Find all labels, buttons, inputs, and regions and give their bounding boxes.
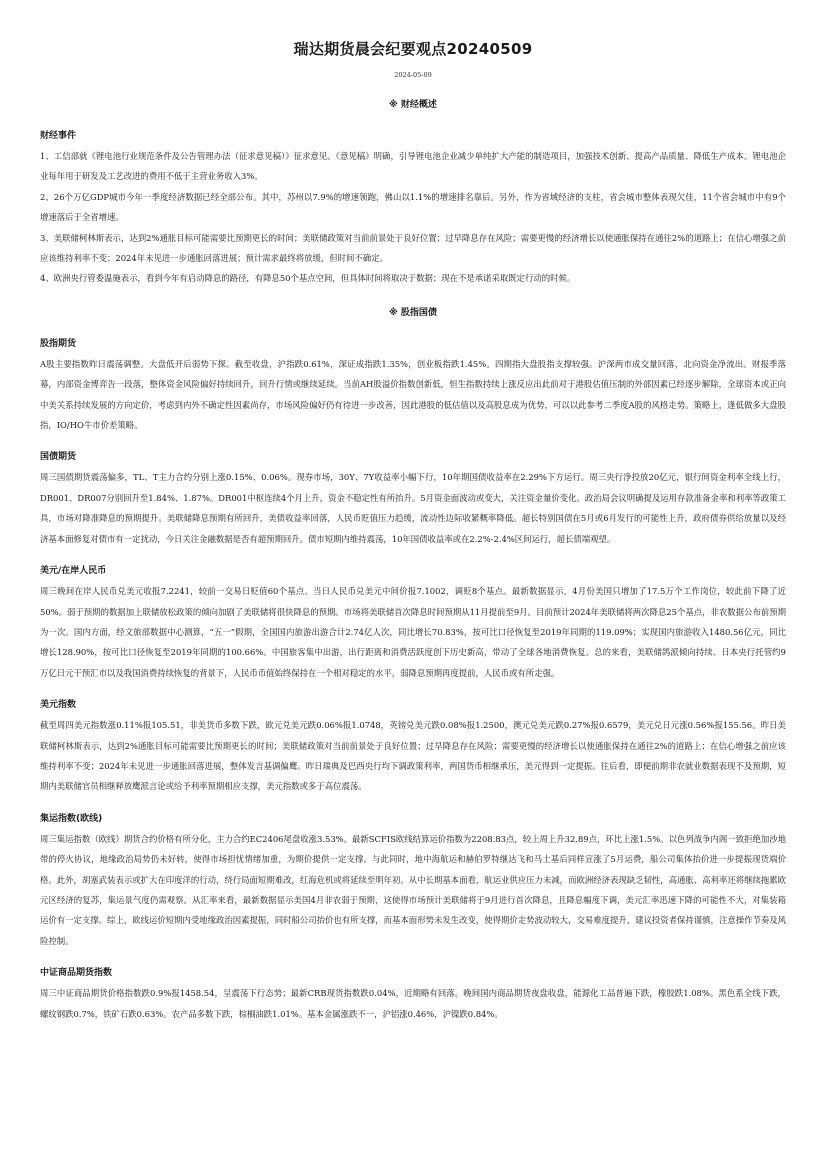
finance-event-item: 2、26个万亿GDP城市今年一季度经济数据已经全部公布。其中，苏州以7.9%的增速领跑，佛山以1.1%的增速排名靠后。另外，作为省域经济的支柱，省会城市整体表现欠佳，11个省会城市中有9个增速落后于全省增速。: [40, 191, 786, 223]
usd-index-text: 截至周四美元指数涨0.11%报105.51，非美货币多数下跌，欧元兑美元跌0.06%报1.0748，英镑兑美元跌0.08%报1.2500，澳元兑美元跌0.27%报0.6579，美元兑日元涨0.56%报155.56。昨日美联储柯林斯表示，达到2%通胀目标可能需要比预期更长的时间；美联储政策对当前前景处于良好位置；过早降息存在风险；需要更慢的经济增长以使通胀保持在通往2%的道路上；在信心增强之前应该维持利率不变；2024年未见进一步通胀回落进展，整体发言基调偏鹰。昨日瑞典及巴西央行均下调政策利率，两国货币相继承压，美元得到一定提振。往后看，即便前期非农就业数据表现不及预期，短期内美联储官员相继释放鹰派言论或给予利率预期相应支撑，美元指数或多于高位震荡。: [40, 720, 786, 792]
stock-index-heading: 股指期货: [40, 338, 77, 349]
treasury-heading: 国债期货: [40, 452, 77, 463]
section-finance-overview: ※ 财经概述: [389, 100, 437, 110]
usd-index-heading: 美元指数: [40, 700, 77, 711]
container-freight-text: 周三集运指数（欧线）期货合约价格有所分化，主力合约EC2406尾盘收涨3.53%。最新SCFIS欧线结算运价指数为2208.83点，较上周上升32.89点，环比上涨1.5%。以色列战争内阁一致拒绝加沙地带的停火协议，地缘政治局势仍未好转，使得市场担忧情绪加重，为期价提供一定支撑。与此同时，地中海航运和赫伯罗特继达飞和马士基后同样宣涨了5月运费，船公司集体抬价进一步提振现货端价格。此外，胡塞武装表示或扩大在印度洋的行动，绕行局面短期难改，红海危机或将延续至明年初。从中长期基本面看，航运业供应压力未减，而欧洲经济表现缺乏韧性，高通胀、高利率还将继续拖累欧元区经济的复苏，集运景气度仍需观察。从汇率来看，最新数据显示美国4月非农弱于预期，这使得市场预计美联储将于9月进行首次降息，且降息幅度下调，美元汇率迅速下降的可能性不大，对集装箱运价有一定支撑。综上，欧线运价短期内受地缘政治因素提振，同时船公司抬价也有所支撑，而基本面形势未发生改变，使得期价走势波动较大，交易难度提升，建议投资者保持谨慎，注意操作节奏及风险控制。: [40, 833, 786, 946]
finance-event-item: 4、欧洲央行管委温施表示，看到今年有启动降息的路径，有降息50个基点空间，但具体时间将取决于数据；现在不是承诺采取既定行动的时候。: [40, 273, 576, 284]
section-stock-bond: ※ 股指国债: [389, 307, 437, 318]
container-freight-heading: 集运指数(欧线): [40, 813, 103, 824]
usd-cny-text: 周三晚间在岸人民币兑美元收报7.2241，较前一交易日贬值60个基点。当日人民币兑美元中间价报7.1002，调贬8个基点。最新数据显示，4月份美国只增加了17.5万个工作岗位，较此前下降了近50%。弱于预期的数据加上联储放松政策的倾向加剧了美联储将很快降息的预期。市场将美联储首次降息时间预期从11月提前至9月。目前预计2024年美联储将两次降息25个基点，非农数据公布前预期为一次。国内方面，经文旅部数据中心测算，“五一”假期，全国国内旅游出游合计2.74亿人次，同比增长70.83%，按可比口径恢复至2019年同期的119.09%；实现国内旅游收入1480.56亿元，同比增长128.90%，按可比口径恢复至2019年同期的100.66%。中国旅客集中出游，出行距离和消费活跃度创下历史新高，带动了全球各地消费恢复。总的来看，美联储鸽派倾向持续、日本央行托管约9万亿日元干预汇市以及我国消费持续恢复的背景下，人民币币值始终保持在一个相对稳定的水平，弱降息预期再度提前，人民币或有所走强。: [40, 586, 786, 678]
finance-events-heading: 财经事件: [40, 131, 77, 141]
report-date: 2024-05-09: [394, 71, 432, 79]
finance-event-item: 1、工信部就《锂电池行业规范条件及公告管理办法（征求意见稿）》征求意见。《意见稿》明确，引导锂电池企业减少单纯扩大产能的制造项目，加强技术创新、提高产品质量、降低生产成本。锂电池企业每年用于研发及工艺改进的费用不低于主营业务收入3%。: [40, 151, 786, 182]
commodity-index-heading: 中证商品期货指数: [40, 968, 113, 979]
treasury-text: 周三国债期货震荡偏多，TL、T主力合约分别上涨0.15%、0.06%。现券市场，30Y、7Y收益率小幅下行，10年期国债收益率在2.29%下方运行。周三央行净投放20亿元，银行间资金利率全线上行，DR001、DR007分别回升至1.84%、1.87%。DR001中枢连续4个月上升，资金不稳定性有所抬升。5月资金面波动或变大，关注资金量价变化。政治局会议明确提及运用存款准备金率和利率等政策工具，市场对降准降息的预期提升。美联储降息预期有所回升，美债收益率回落，人民币贬值压力趋缓，流动性边际收紧概率降低。超长特别国债在5月或6月发行的可能性上升，政府债券供给放量以及经济基本面修复对债市有一定扰动，今日关注金融数据是否有超预期回升。债市短期内维持震荡，10年国债收益率或在2.2%-2.4%区间运行，超长债端观望。: [40, 472, 786, 544]
commodity-index-text: 周三中证商品期货价格指数跌0.9%报1458.54，呈震荡下行态势；最新CRB现货指数跌0.04%，近期略有回落。晚间国内商品期货夜盘收盘，能源化工品普遍下跌，橡胶跌1.08%。黑色系全线下跌，螺纹钢跌0.7%，铁矿石跌0.63%。农产品多数下跌，棕榈油跌1.01%。基本金属涨跌不一，沪铝涨0.46%，沪镍跌0.84%。: [40, 988, 786, 1019]
usd-cny-heading: 美元/在岸人民币: [40, 566, 107, 577]
finance-event-item: 3、美联储柯林斯表示，达到2%通胀目标可能需要比预期更长的时间；美联储政策对当前前景处于良好位置；过早降息存在风险；需要更慢的经济增长以使通胀保持在通往2%的道路上；在信心增强之前应该维持利率不变；2024年未见进一步通胀回落进展；预计需求最终将放缓，但时间不确定。: [40, 232, 786, 264]
stock-index-text: A股主要指数昨日震荡调整。大盘低开后弱势下探。截至收盘，沪指跌0.61%，深证成指跌1.35%，创业板指跌1.45%。四期指大盘股指支撑较强。沪深两市成交量回落，北向资金净流出。财报季落幕，内部资金博弈告一段落，整体资金风险偏好持续回升，回升行情或继续延续。当前AH股溢价指数创新低，恒生指数持续上涨反应出此前对于港股估值压制的外部因素已经逐步解除，全球资本或正向中美关系持续发展的方向定价，考虑到内外不确定性因素尚存，市场风险偏好仍有待进一步改善，因此港股的低估值以及高股息成为优势，可以以此参考二季度A股的风格走势。策略上，逢低做多大盘股指，IO/HO牛市价差策略。: [40, 358, 786, 431]
page-title: 瑞达期货晨会纪要观点20240509: [293, 40, 533, 58]
document-page: [40, 0, 786, 1024]
